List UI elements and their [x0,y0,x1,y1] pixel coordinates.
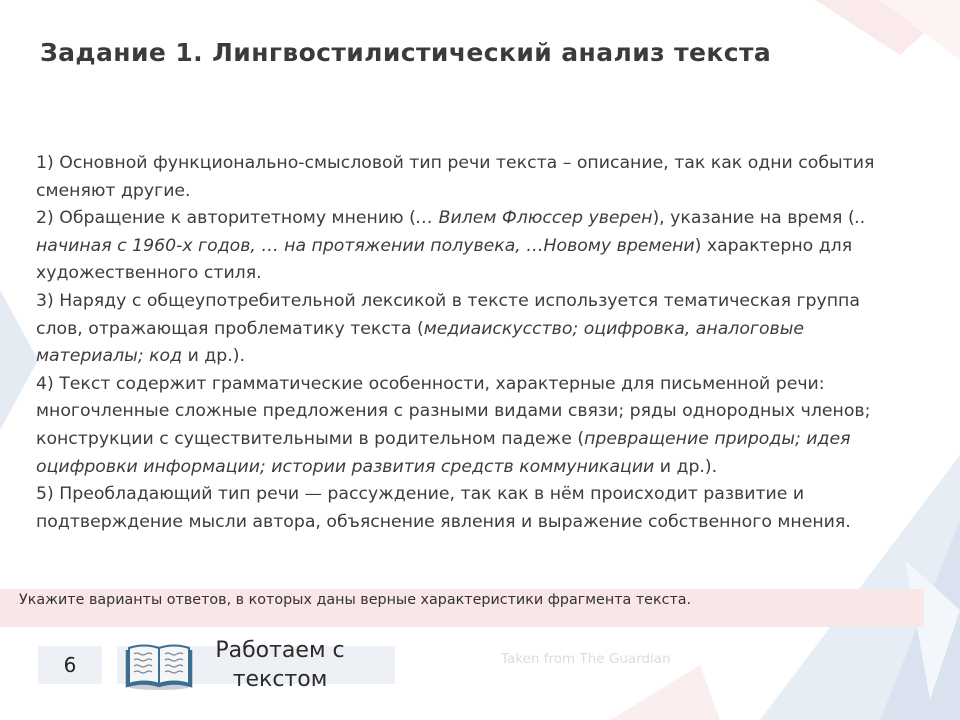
page-number-text: 6 [63,653,77,677]
left-triangle-blue [0,290,38,430]
analysis-point-4 [36,371,906,481]
text-run: 1) Основной функционально-смысловой тип речи текста – описание, так как одни события сменяют другие. [36,153,875,201]
analysis-point-3 [36,288,906,371]
source-credit: Taken from The Guardian [501,651,671,667]
italic-example: .. начиная с 1960-х годов, … на протяжении полувека, …Новому времени [36,208,866,256]
section-label-line1: Работаем с [215,638,345,663]
slide-title: Задание 1. Лингвостилистический анализ текста [40,38,772,67]
text-run: ) характерно для художественного стиля. [36,235,853,284]
page-number [38,646,102,684]
analysis-point-2 [36,205,906,288]
analysis-point-5 [36,481,906,536]
text-run: 4) Текст содержит грамматические особенности, характерные для письменной речи: многочленные сложные предложения с разными видами связи; ряды однородных членов; конструкции с существительными в родительном падеже ( [36,373,871,449]
italic-example: превращение природы; идея оцифровки информации; истории развития средств коммуникации [36,428,851,477]
analysis-points [36,150,906,536]
text-run: и др.). [182,346,245,367]
open-book-icon [124,640,194,690]
bottom-triangle-pink [610,665,720,720]
italic-example: … Вилем Флюссер уверен [415,208,653,229]
instruction-bar [0,589,924,627]
text-run: 5) Преобладающий тип речи — рассуждение, так как в нём происходит развитие и подтверждение мысли автора, объяснение явления и выражение собственного мнения. [36,484,851,532]
text-run: 3) Наряду с общеупотребительной лексикой в тексте используется тематическая группа слов, отражающая проблематику текста ( [36,290,860,339]
text-run: 2) Обращение к авторитетному мнению ( [36,208,416,229]
section-label-line2: текстом [232,667,328,692]
instruction-text: Укажите варианты ответов, в которых даны верные характеристики фрагмента текста. [19,592,692,608]
text-run: и др.). [654,456,718,477]
italic-example: медиаискусство; оцифровка, аналоговые материалы; код [36,318,805,367]
section-label [200,636,360,694]
text-run: ), указание на время ( [652,208,855,229]
analysis-point-1 [36,150,906,205]
